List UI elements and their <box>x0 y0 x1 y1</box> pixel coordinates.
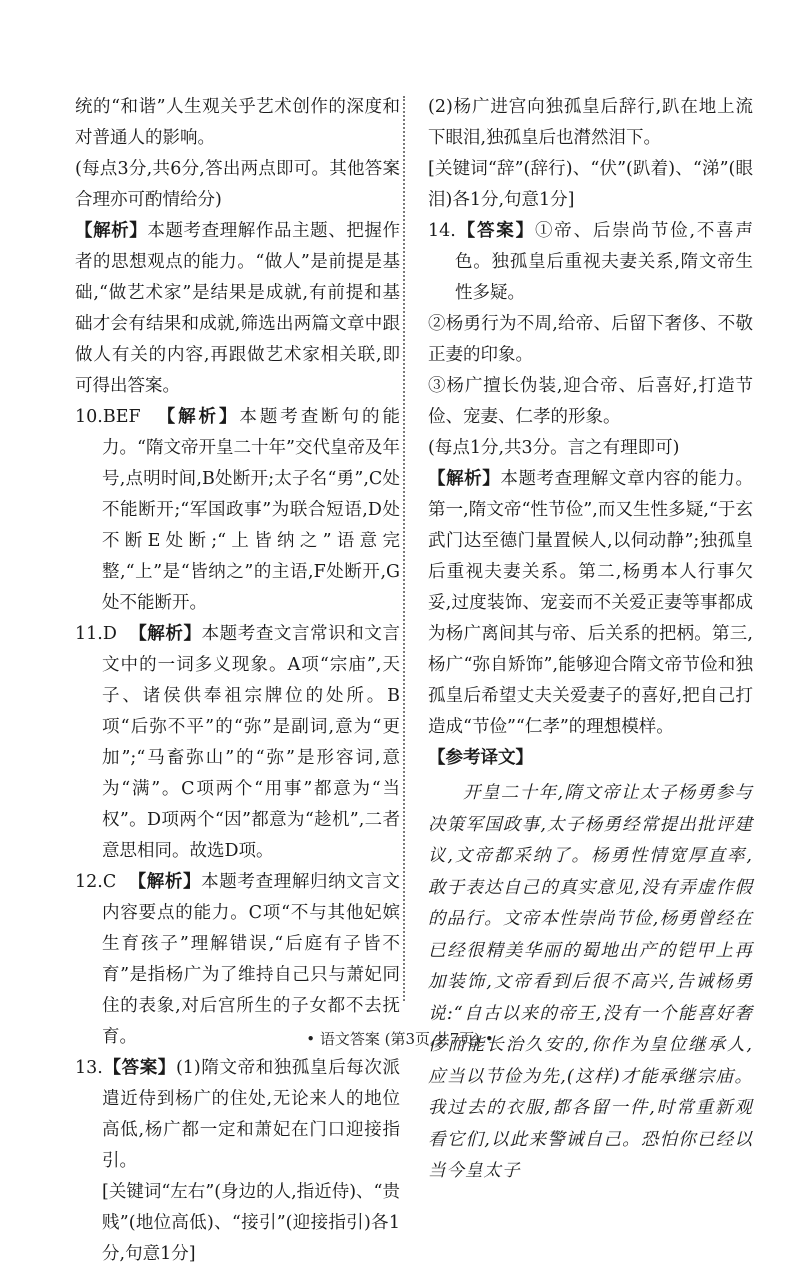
q9-scoring-note: (每点3分,共6分,答出两点即可。其他答案合理亦可酌情给分) <box>75 159 400 210</box>
analysis-text: 本题考查理解作品主题、把握作者的思想观点的能力。“做人”是前提是基础,“做艺术家”是结果是成就,有前提和基础才会有结果和成就,筛选出两篇文章中跟做人有关的内容,再跟做艺术家相关联,即可得出答案。 <box>75 221 401 396</box>
q9-continued-text: 统的“和谐”人生观关乎艺术创作的深度和对普通人的影响。 <box>75 97 400 148</box>
q12-choice: C <box>102 872 117 892</box>
q12-answer <box>75 867 400 1053</box>
q14-point3: ③杨广擅长伪装,迎合帝、后喜好,打造节俭、宠妻、仁孝的形象。 <box>428 376 753 427</box>
q10-answer <box>75 402 400 619</box>
q13-part1-text: (1)隋文帝和独孤皇后每次派遣近侍到杨广的住处,无论来人的地位高低,杨广都一定和萧妃在门口迎接指引。 <box>102 1058 401 1171</box>
q10-analysis-text: 本题考查断句的能力。“隋文帝开皇二十年”交代皇帝及年号,点明时间,B处断开;太子名“勇”,C处不能断开;“军国政事”为联合短语,D处不断E处断;“上皆纳之”语意完整,“上”是“皆纳之”的主语,F处断开,G处不能断开。 <box>102 407 400 613</box>
q12-analysis-text: 本题考查理解归纳文言文内容要点的能力。C项“不与其他妃嫔生育孩子”理解错误,“后庭有子皆不育”是指杨广为了维持自己只与萧妃同住的表象,对后宫所生的子女都不去抚育。 <box>102 872 400 1047</box>
q13-part1-keywords: [关键词“左右”(身边的人,指近侍)、“贵贱”(地位高低)、“接引”(迎接指引)各1分,句意1分] <box>102 1182 400 1264</box>
right-column <box>428 92 753 1188</box>
column-divider <box>403 96 405 1001</box>
q12-number: 12. <box>75 872 103 892</box>
q10-choice: BEF <box>102 407 141 427</box>
q14-answer <box>428 216 753 309</box>
q14-analysis-text: 本题考查理解文章内容的能力。第一,隋文帝“性节俭”,而又生性多疑,“于玄武门达至德门量置候人,以伺动静”;独孤皇后重视夫妻关系。第二,杨勇本人行事欠妥,过度装饰、宠妾而不关爱正妻等事都成为杨广离间其与帝、后关系的把柄。第三,杨广“弥自矫饰”,能够迎合隋文帝节俭和独孤皇后希望丈夫关爱妻子的喜好,把自己打造成“节俭”“仁孝”的理想模样。 <box>428 469 754 737</box>
q13-part2-text: (2)杨广进宫向独孤皇后辞行,趴在地上流下眼泪,独孤皇后也潸然泪下。 <box>428 97 753 148</box>
q13-number: 13. <box>75 1058 103 1078</box>
left-column <box>75 92 400 1270</box>
q10-number: 10. <box>75 407 103 427</box>
page-footer: • 语文答案 (第3页,共7页) • <box>306 1030 494 1048</box>
q13-answer <box>75 1053 400 1177</box>
q14-number: 14. <box>428 221 456 241</box>
q11-number: 11. <box>75 624 103 644</box>
q12-analysis-label: 【解析】 <box>128 872 202 892</box>
q10-analysis-label: 【解析】 <box>157 407 240 427</box>
translation-text: 开皇二十年,隋文帝让太子杨勇参与决策军国政事,太子杨勇经常提出批评建议,文帝都采纳了。杨勇性情宽厚直率,敢于表达自己的真实意见,没有弄虚作假的品行。文帝本性崇尚节俭,杨勇曾经在已经很精美华丽的蜀地出产的铠甲上再加装饰,文帝看到后很不高兴,告诫杨勇说:“自古以来的帝王,没有一个能喜好奢侈而能长治久安的,你作为皇位继承人,应当以节俭为先,(这样)才能承继宗庙。我过去的衣服,都各留一件,时常重新观看它们,以此来警诫自己。恐怕你已经以当今皇太子 <box>428 783 753 1181</box>
q13-answer-label: 【答案】 <box>102 1058 176 1078</box>
q9-analysis <box>75 216 400 402</box>
q14-analysis <box>428 464 753 743</box>
q14-analysis-label: 【解析】 <box>428 469 501 489</box>
translation-heading <box>428 743 753 774</box>
q11-answer <box>75 619 400 867</box>
q14-point2: ②杨勇行为不周,给帝、后留下奢侈、不敬正妻的印象。 <box>428 314 753 365</box>
q14-answer-label: 【答案】 <box>455 221 535 241</box>
q13-part2-keywords: [关键词“辞”(辞行)、“伏”(趴着)、“涕”(眼泪)各1分,句意1分] <box>428 159 753 210</box>
q11-choice: D <box>102 624 117 644</box>
translation-label: 【参考译文】 <box>428 748 533 768</box>
q14-scoring-note: (每点1分,共3分。言之有理即可) <box>428 438 680 458</box>
q11-analysis-label: 【解析】 <box>129 624 202 644</box>
q14-point1: ①帝、后崇尚节俭,不喜声色。独孤皇后重视夫妻关系,隋文帝生性多疑。 <box>455 221 754 303</box>
analysis-label: 【解析】 <box>75 221 148 241</box>
q11-analysis-text: 本题考查文言常识和文言文中的一词多义现象。A项“宗庙”,天子、诸侯供奉祖宗牌位的处所。B项“后弥不平”的“弥”是副词,意为“更加”;“马畜弥山”的“弥”是形容词,意为“满”。C项两个“用事”都意为“当权”。D项两个“因”都意为“趁机”,二者意思相同。故选D项。 <box>102 624 400 861</box>
